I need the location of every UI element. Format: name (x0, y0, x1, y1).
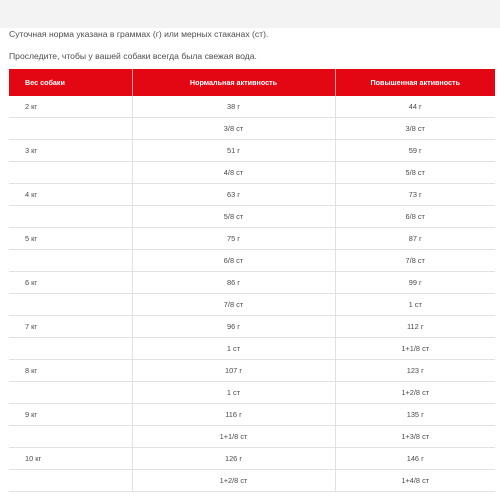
cell-high-activity: 73 г (335, 184, 495, 206)
table-row (9, 294, 495, 316)
table-row (9, 316, 495, 338)
cell-high-activity: 123 г (335, 360, 495, 382)
intro-portion-note: Суточная норма указана в граммах (г) или мерных стаканах (ст). (9, 29, 269, 39)
table-row (9, 140, 495, 162)
cell-weight: 7 кг (9, 316, 132, 338)
table-row (9, 206, 495, 228)
header-normal-activity: Нормальная активность (132, 69, 335, 96)
cell-normal-activity: 1+2/8 ст (132, 470, 335, 492)
cell-high-activity: 146 г (335, 448, 495, 470)
table-row (9, 404, 495, 426)
header-weight: Вес собаки (9, 69, 132, 96)
cell-normal-activity: 116 г (132, 404, 335, 426)
cell-weight (9, 118, 132, 140)
cell-high-activity: 59 г (335, 140, 495, 162)
cell-high-activity: 87 г (335, 228, 495, 250)
table-row (9, 228, 495, 250)
intro-water-note: Проследите, чтобы у вашей собаки всегда была свежая вода. (9, 51, 257, 61)
table-row (9, 360, 495, 382)
cell-normal-activity: 3/8 ст (132, 118, 335, 140)
cell-normal-activity: 1+1/8 ст (132, 426, 335, 448)
cell-high-activity: 6/8 ст (335, 206, 495, 228)
cell-normal-activity: 1 ст (132, 338, 335, 360)
cell-high-activity: 1+4/8 ст (335, 470, 495, 492)
cell-weight (9, 382, 132, 404)
cell-high-activity: 1+3/8 ст (335, 426, 495, 448)
cell-high-activity: 1+1/8 ст (335, 338, 495, 360)
table-row (9, 448, 495, 470)
cell-normal-activity: 63 г (132, 184, 335, 206)
cell-weight (9, 250, 132, 272)
table-row (9, 338, 495, 360)
table-row (9, 250, 495, 272)
cell-weight (9, 470, 132, 492)
feeding-table-body (9, 96, 495, 492)
cell-high-activity: 112 г (335, 316, 495, 338)
table-row (9, 382, 495, 404)
cell-high-activity: 44 г (335, 96, 495, 118)
cell-weight: 2 кг (9, 96, 132, 118)
cell-high-activity: 7/8 ст (335, 250, 495, 272)
cell-normal-activity: 5/8 ст (132, 206, 335, 228)
cell-weight: 9 кг (9, 404, 132, 426)
cell-high-activity: 135 г (335, 404, 495, 426)
cell-normal-activity: 51 г (132, 140, 335, 162)
cell-weight (9, 294, 132, 316)
cell-normal-activity: 96 г (132, 316, 335, 338)
cell-normal-activity: 6/8 ст (132, 250, 335, 272)
cell-normal-activity: 38 г (132, 96, 335, 118)
cell-weight (9, 338, 132, 360)
table-row (9, 162, 495, 184)
cell-normal-activity: 75 г (132, 228, 335, 250)
table-row (9, 184, 495, 206)
table-row (9, 426, 495, 448)
cell-high-activity: 1 ст (335, 294, 495, 316)
table-row (9, 470, 495, 492)
cell-normal-activity: 1 ст (132, 382, 335, 404)
cell-normal-activity: 126 г (132, 448, 335, 470)
cell-high-activity: 1+2/8 ст (335, 382, 495, 404)
cell-weight (9, 162, 132, 184)
cell-weight (9, 206, 132, 228)
cell-normal-activity: 107 г (132, 360, 335, 382)
cell-weight: 4 кг (9, 184, 132, 206)
table-row (9, 272, 495, 294)
feeding-table-header (9, 69, 495, 96)
cell-high-activity: 99 г (335, 272, 495, 294)
cell-weight: 5 кг (9, 228, 132, 250)
cell-weight: 10 кг (9, 448, 132, 470)
table-row (9, 96, 495, 118)
cell-weight: 3 кг (9, 140, 132, 162)
header-high-activity: Повышенная активность (335, 69, 495, 96)
cell-normal-activity: 4/8 ст (132, 162, 335, 184)
cell-weight: 8 кг (9, 360, 132, 382)
cell-normal-activity: 86 г (132, 272, 335, 294)
feeding-table (9, 69, 495, 492)
cell-high-activity: 5/8 ст (335, 162, 495, 184)
table-row (9, 118, 495, 140)
cell-high-activity: 3/8 ст (335, 118, 495, 140)
cell-weight (9, 426, 132, 448)
top-bar (0, 0, 500, 28)
cell-normal-activity: 7/8 ст (132, 294, 335, 316)
cell-weight: 6 кг (9, 272, 132, 294)
